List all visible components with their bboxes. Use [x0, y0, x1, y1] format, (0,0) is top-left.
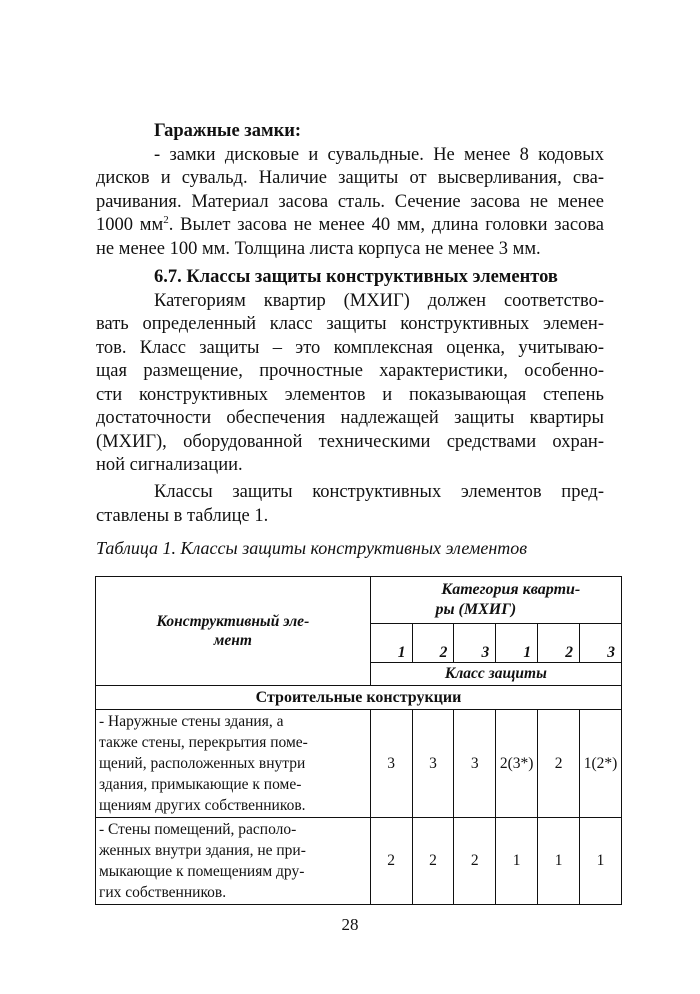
header-line: ры (МХИГ)	[435, 601, 517, 618]
category-subheader: 1	[370, 624, 412, 663]
text-line: ной сигнализации.	[96, 455, 243, 475]
row-description	[96, 710, 371, 818]
section-heading: 6.7. Классы защиты конструктивных элементов	[154, 267, 558, 287]
header-line: Категория кварти-	[441, 581, 581, 598]
superscript: 2	[163, 213, 169, 226]
text-line: дисков и сувальд. Наличие защиты от высверливания, сва-	[96, 168, 604, 188]
class-value: 2	[538, 710, 580, 818]
row-line: гих собственников.	[99, 884, 227, 901]
class-value: 2	[370, 818, 412, 905]
class-value: 1(2*)	[580, 710, 622, 818]
text-line	[96, 214, 604, 238]
text-line: вать определенный класс защиты конструктивных элемен-	[96, 314, 604, 334]
row-line: мыкающие к помещениям дру-	[99, 863, 305, 880]
text-line: щая размещение, прочностные характеристики, особенно-	[96, 361, 604, 381]
text-line: ставлены в таблице 1.	[96, 505, 269, 526]
table-caption: Таблица 1. Классы защиты конструктивных элементов	[96, 538, 528, 558]
row-line: щений, расположенных внутри	[99, 755, 306, 772]
class-value: 1	[496, 818, 538, 905]
garage-locks-paragraph	[96, 120, 604, 261]
class-value: 3	[454, 710, 496, 818]
header-line: мент	[213, 632, 252, 649]
text-line: тов. Класс защиты – это комплексная оценка, учитываю-	[96, 337, 604, 358]
text-line: сти конструктивных элементов и показывающая степень	[96, 384, 604, 405]
text-fragment: 1000 мм	[96, 215, 164, 235]
text-line: - замки дисковые и сувальдные. Не менее 8 кодовых	[154, 144, 604, 165]
header-apartment-category	[370, 577, 621, 624]
page-number: 28	[341, 915, 359, 934]
class-value: 3	[370, 710, 412, 818]
garage-locks-heading: Гаражные замки:	[154, 121, 302, 141]
protection-class-header: Класс защиты	[370, 663, 621, 686]
section-6-7-paragraph	[96, 266, 604, 478]
class-value: 2(3*)	[496, 710, 538, 818]
class-value: 3	[412, 710, 454, 818]
row-line: щениям других собственников.	[99, 797, 306, 814]
row-line: здания, примыкающие к поме-	[99, 776, 302, 793]
text-fragment: . Вылет засова не менее 40 мм, длина головки засова	[168, 215, 604, 235]
class-value: 2	[454, 818, 496, 905]
row-line: - Наружные стены здания, а	[99, 713, 284, 730]
text-line: не менее 100 мм. Толщина листа корпуса не менее 3 мм.	[96, 238, 541, 259]
text-line: Категориям квартир (МХИГ) должен соответство-	[154, 290, 604, 311]
row-line: - Стены помещений, располо-	[99, 821, 297, 838]
class-value: 1	[538, 818, 580, 905]
row-line: также стены, перекрытия поме-	[99, 734, 308, 751]
class-value: 2	[412, 818, 454, 905]
class-value: 1	[580, 818, 622, 905]
text-line: рачивания. Материал засова сталь. Сечение засова не менее	[96, 191, 604, 212]
table-intro-paragraph	[96, 481, 604, 528]
header-line: Конструктивный эле-	[156, 613, 310, 630]
header-structural-element	[96, 577, 371, 686]
text-line: Классы защиты конструктивных элементов пред-	[154, 482, 604, 502]
text-line: достаточности обеспечения надлежащей защиты квартиры	[96, 408, 604, 428]
category-subheader: 2	[538, 624, 580, 663]
table-row	[96, 710, 622, 818]
text-line: (МХИГ), оборудованной техническими средствами охран-	[96, 431, 604, 452]
category-subheader: 1	[496, 624, 538, 663]
category-subheader: 2	[412, 624, 454, 663]
section-building-structures: Строительные конструкции	[96, 686, 622, 710]
row-line: женных внутри здания, не при-	[99, 842, 306, 859]
row-description	[96, 818, 371, 905]
category-subheader: 3	[580, 624, 622, 663]
category-subheader: 3	[454, 624, 496, 663]
protection-classes-table	[95, 576, 622, 905]
table-row	[96, 818, 622, 905]
